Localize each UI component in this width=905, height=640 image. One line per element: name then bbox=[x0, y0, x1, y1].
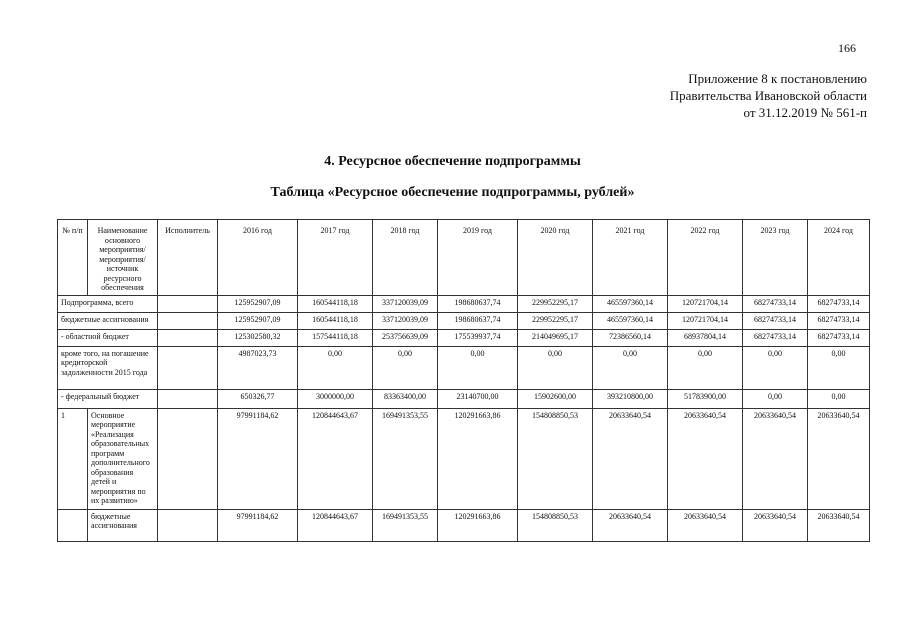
executor-cell bbox=[158, 408, 218, 509]
value-cell: 169491353,55 bbox=[373, 408, 438, 509]
value-cell: 68274733,14 bbox=[743, 329, 808, 346]
value-cell: 0,00 bbox=[808, 389, 870, 408]
value-cell: 120291663,86 bbox=[438, 509, 518, 541]
value-cell: 120844643,67 bbox=[298, 509, 373, 541]
value-cell: 337120039,09 bbox=[373, 312, 438, 329]
row-name: бюджетные ассигнования bbox=[88, 509, 158, 541]
table-row bbox=[58, 408, 870, 509]
header-cell: 2020 год bbox=[518, 220, 593, 296]
row-name: Основное мероприятие «Реализация образовательных программ дополнительного образования детей и мероприятия по их развитию» bbox=[88, 408, 158, 509]
table-title: Таблица «Ресурсное обеспечение подпрограммы, рублей» bbox=[270, 185, 635, 200]
value-cell: 0,00 bbox=[743, 389, 808, 408]
value-cell: 0,00 bbox=[298, 346, 373, 389]
row-name: - федеральный бюджет bbox=[58, 389, 158, 408]
value-cell: 68274733,14 bbox=[808, 295, 870, 312]
value-cell: 229952295,17 bbox=[518, 312, 593, 329]
page-number: 166 bbox=[838, 41, 856, 55]
value-cell: 0,00 bbox=[743, 346, 808, 389]
value-cell: 15902600,00 bbox=[518, 389, 593, 408]
value-cell: 120721704,14 bbox=[668, 295, 743, 312]
value-cell: 20633640,54 bbox=[668, 408, 743, 509]
value-cell: 154808850,53 bbox=[518, 509, 593, 541]
value-cell: 253756639,09 bbox=[373, 329, 438, 346]
value-cell: 3000000,00 bbox=[298, 389, 373, 408]
executor-cell bbox=[158, 312, 218, 329]
value-cell: 337120039,09 bbox=[373, 295, 438, 312]
value-cell: 20633640,54 bbox=[593, 408, 668, 509]
row-name: кроме того, на погашение кредиторской задолженности 2015 года bbox=[58, 346, 158, 389]
value-cell: 20633640,54 bbox=[808, 509, 870, 541]
value-cell: 229952295,17 bbox=[518, 295, 593, 312]
header-cell: 2017 год bbox=[298, 220, 373, 296]
value-cell: 20633640,54 bbox=[668, 509, 743, 541]
value-cell: 0,00 bbox=[438, 346, 518, 389]
row-name: - областной бюджет bbox=[58, 329, 158, 346]
value-cell: 23140700,00 bbox=[438, 389, 518, 408]
value-cell: 20633640,54 bbox=[743, 509, 808, 541]
value-cell: 20633640,54 bbox=[808, 408, 870, 509]
executor-cell bbox=[158, 329, 218, 346]
value-cell: 120721704,14 bbox=[668, 312, 743, 329]
value-cell: 214049695,17 bbox=[518, 329, 593, 346]
value-cell: 68274733,14 bbox=[808, 329, 870, 346]
table-row bbox=[58, 329, 870, 346]
row-number: 1 bbox=[58, 408, 88, 509]
value-cell: 20633640,54 bbox=[593, 509, 668, 541]
value-cell: 83363400,00 bbox=[373, 389, 438, 408]
value-cell: 465597360,14 bbox=[593, 312, 668, 329]
value-cell: 198680637,74 bbox=[438, 295, 518, 312]
row-name: Подпрограмма, всего bbox=[58, 295, 158, 312]
value-cell: 160544118,18 bbox=[298, 312, 373, 329]
header-cell: 2024 год bbox=[808, 220, 870, 296]
header-line-3: от 31.12.2019 № 561-п bbox=[743, 105, 867, 120]
header-cell: 2016 год bbox=[218, 220, 298, 296]
value-cell: 72386560,14 bbox=[593, 329, 668, 346]
header-cell: Наименование основного мероприятия/мероприятия/источник ресурсного обеспечения bbox=[88, 220, 158, 296]
header-line-1: Приложение 8 к постановлению bbox=[688, 71, 867, 86]
value-cell: 169491353,55 bbox=[373, 509, 438, 541]
value-cell: 51783900,00 bbox=[668, 389, 743, 408]
executor-cell bbox=[158, 389, 218, 408]
header-cell: 2019 год bbox=[438, 220, 518, 296]
document-header bbox=[670, 70, 867, 121]
section-title: 4. Ресурсное обеспечение подпрограммы bbox=[324, 154, 581, 169]
executor-cell bbox=[158, 346, 218, 389]
executor-cell bbox=[158, 295, 218, 312]
value-cell: 120291663,86 bbox=[438, 408, 518, 509]
value-cell: 160544118,18 bbox=[298, 295, 373, 312]
value-cell: 125302580,32 bbox=[218, 329, 298, 346]
header-cell: 2022 год bbox=[668, 220, 743, 296]
value-cell: 157544118,18 bbox=[298, 329, 373, 346]
executor-cell bbox=[158, 509, 218, 541]
table-row bbox=[58, 295, 870, 312]
header-cell: 2021 год bbox=[593, 220, 668, 296]
value-cell: 68274733,14 bbox=[743, 295, 808, 312]
value-cell: 0,00 bbox=[373, 346, 438, 389]
value-cell: 125952907,09 bbox=[218, 312, 298, 329]
value-cell: 68274733,14 bbox=[743, 312, 808, 329]
row-number bbox=[58, 509, 88, 541]
value-cell: 393210800,00 bbox=[593, 389, 668, 408]
value-cell: 650326,77 bbox=[218, 389, 298, 408]
value-cell: 125952907,09 bbox=[218, 295, 298, 312]
value-cell: 0,00 bbox=[593, 346, 668, 389]
resource-table bbox=[57, 219, 870, 542]
value-cell: 0,00 bbox=[518, 346, 593, 389]
value-cell: 154808850,53 bbox=[518, 408, 593, 509]
header-line-2: Правительства Ивановской области bbox=[669, 88, 867, 103]
value-cell: 198680637,74 bbox=[438, 312, 518, 329]
value-cell: 120844643,67 bbox=[298, 408, 373, 509]
value-cell: 68937804,14 bbox=[668, 329, 743, 346]
header-cell: 2018 год bbox=[373, 220, 438, 296]
value-cell: 465597360,14 bbox=[593, 295, 668, 312]
table-row bbox=[58, 509, 870, 541]
value-cell: 0,00 bbox=[808, 346, 870, 389]
table-row bbox=[58, 346, 870, 389]
value-cell: 97991184,62 bbox=[218, 408, 298, 509]
value-cell: 0,00 bbox=[668, 346, 743, 389]
value-cell: 97991184,62 bbox=[218, 509, 298, 541]
table-row bbox=[58, 312, 870, 329]
row-name: бюджетные ассигнования bbox=[58, 312, 158, 329]
value-cell: 175539937,74 bbox=[438, 329, 518, 346]
header-cell: № п/п bbox=[58, 220, 88, 296]
header-cell: Исполнитель bbox=[158, 220, 218, 296]
value-cell: 20633640,54 bbox=[743, 408, 808, 509]
header-cell: 2023 год bbox=[743, 220, 808, 296]
table-header-row bbox=[58, 220, 870, 296]
value-cell: 4987023,73 bbox=[218, 346, 298, 389]
table-row bbox=[58, 389, 870, 408]
value-cell: 68274733,14 bbox=[808, 312, 870, 329]
